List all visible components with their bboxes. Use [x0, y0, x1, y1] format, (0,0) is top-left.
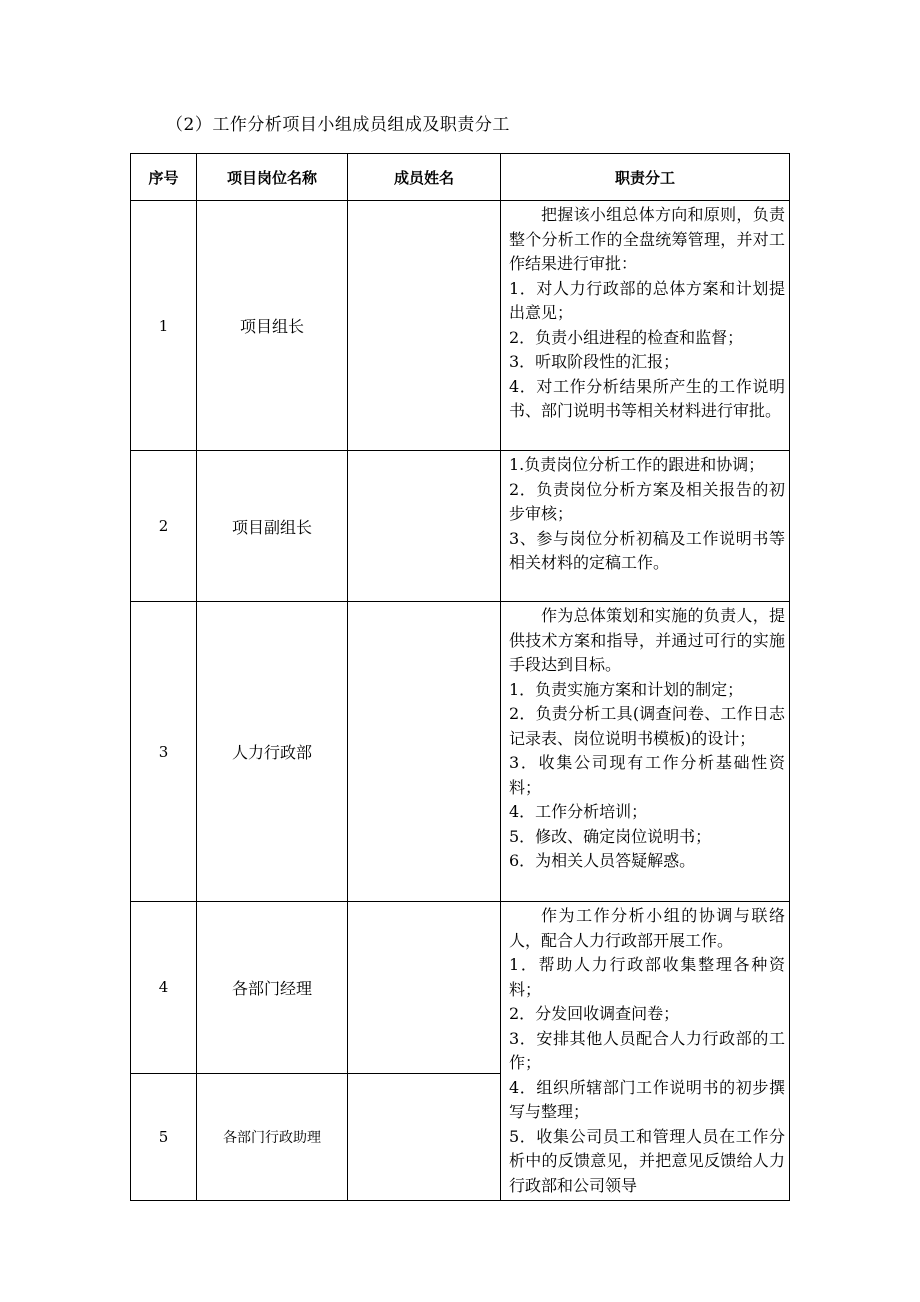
row-member — [348, 602, 501, 902]
duty-intro: 作为总体策划和实施的负责人，提供技术方案和指导，并通过可行的实施手段达到目标。 — [509, 606, 785, 674]
row-position: 人力行政部 — [197, 602, 348, 902]
duty-item: 2．负责分析工具(调查问卷、工作日志记录表、岗位说明书模板)的设计； — [509, 704, 785, 748]
row-position: 各部门行政助理 — [197, 1073, 348, 1200]
duty-item: 4．工作分析培训； — [509, 802, 648, 821]
row-duty — [501, 451, 790, 602]
header-duty: 职责分工 — [501, 154, 790, 201]
row-member — [348, 201, 501, 451]
duty-item: 2．分发回收调查问卷； — [509, 1004, 680, 1023]
duty-item: 1．负责实施方案和计划的制定； — [509, 679, 744, 699]
table-row — [131, 451, 790, 602]
row-member — [348, 1073, 501, 1200]
row-no: 2 — [131, 451, 197, 602]
row-duty — [501, 602, 790, 902]
duty-item: 3．听取阶段性的汇报； — [509, 352, 680, 371]
table-row — [131, 902, 790, 1074]
duty-item: 3．收集公司现有工作分析基础性资料； — [509, 753, 785, 797]
table-row — [131, 602, 790, 902]
duty-item: 6．为相关人员答疑解惑。 — [509, 851, 696, 870]
row-position: 项目副组长 — [197, 451, 348, 602]
duty-intro: 作为工作分析小组的协调与联络人，配合人力行政部开展工作。 — [509, 906, 785, 950]
section-heading: （2）工作分析项目小组成员组成及职责分工 — [166, 115, 510, 135]
header-position: 项目岗位名称 — [197, 154, 348, 201]
row-position: 各部门经理 — [197, 902, 348, 1074]
duty-item: 3．安排其他人员配合人力行政部的工作； — [509, 1028, 785, 1072]
duty-item: 5．修改、确定岗位说明书； — [509, 826, 712, 846]
row-duty-shared — [501, 902, 790, 1201]
row-no: 5 — [131, 1073, 197, 1200]
table-row — [131, 201, 790, 451]
row-position: 项目组长 — [197, 201, 348, 451]
duty-item: 4．组织所辖部门工作说明书的初步撰写与整理； — [509, 1077, 785, 1121]
table-header-row — [131, 154, 790, 201]
duty-item: 1．帮助人力行政部收集整理各种资料； — [509, 955, 785, 999]
row-no: 3 — [131, 602, 197, 902]
duty-item: 4．对工作分析结果所产生的工作说明书、部门说明书等相关材料进行审批。 — [509, 376, 785, 420]
duty-intro: 把握该小组总体方向和原则，负责整个分析工作的全盘统筹管理，并对工作结果进行审批： — [509, 205, 785, 273]
header-no: 序号 — [131, 154, 197, 201]
duty-item: 2．负责岗位分析方案及相关报告的初步审核； — [509, 479, 785, 523]
row-member — [348, 902, 501, 1074]
team-duty-table — [130, 153, 790, 1201]
duty-item: 2．负责小组进程的检查和监督； — [509, 327, 744, 347]
row-no: 1 — [131, 201, 197, 451]
row-no: 4 — [131, 902, 197, 1074]
duty-item: 1．对人力行政部的总体方案和计划提出意见； — [509, 278, 785, 322]
row-member — [348, 451, 501, 602]
row-duty — [501, 201, 790, 451]
duty-item: 5．收集公司员工和管理人员在工作分析中的反馈意见，并把意见反馈给人力行政部和公司领导 — [509, 1126, 785, 1195]
duty-item: 1.负责岗位分析工作的跟进和协调； — [509, 455, 765, 474]
header-member: 成员姓名 — [348, 154, 501, 201]
duty-item: 3、参与岗位分析初稿及工作说明书等相关材料的定稿工作。 — [509, 528, 785, 572]
